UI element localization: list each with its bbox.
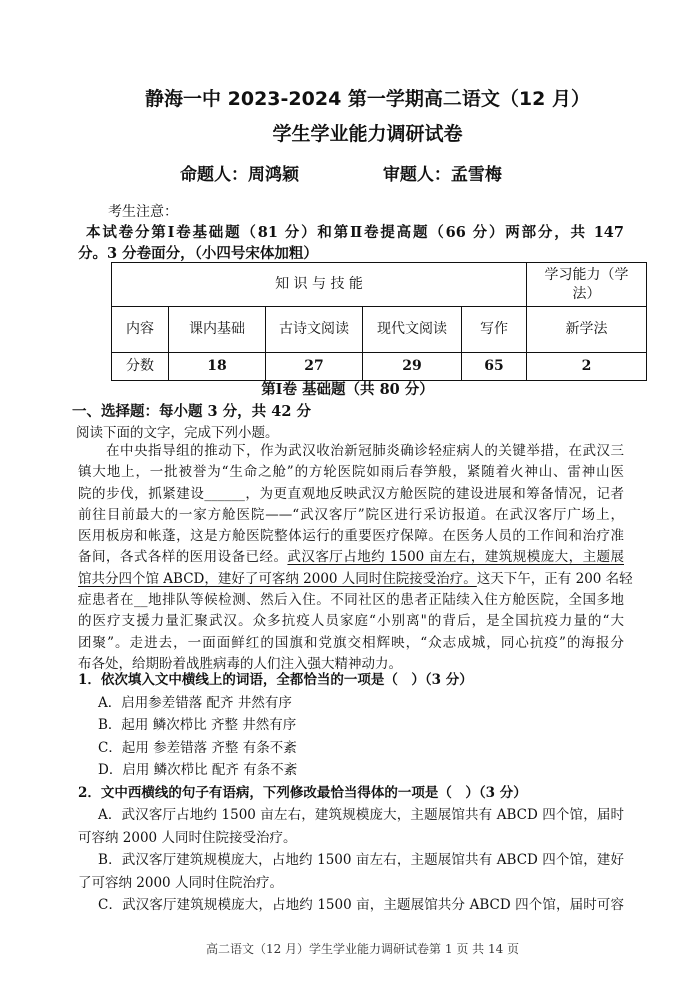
option-c: C．武汉客厅建筑规模庞大，占地约 1500 亩，主题展馆共分 ABCD 四个馆，届时可容: [98, 897, 624, 913]
reviewer: 审题人：孟雪梅: [382, 165, 502, 185]
passage-line: [78, 505, 624, 526]
option-b: B．起用 鳞次栉比 齐整 井然有序: [98, 717, 297, 733]
passage-text: 布各处，给期盼着战胜病毒的人们注入强大精神动力。: [78, 655, 402, 672]
table-cell: 18: [169, 353, 266, 381]
reading-instruction: 阅读下面的文字，完成下列小题。: [76, 425, 279, 441]
table-column-header: 新学法: [527, 307, 647, 353]
notice-line: 本试卷分第Ⅰ卷基础题（81 分）和第Ⅱ卷提高题（66 分）两部分，共 147: [86, 224, 624, 241]
option-a: A．启用参差错落 配齐 井然有序: [98, 694, 292, 711]
notice-label: 考生注意：: [108, 204, 178, 220]
passage-text: 在中央指导组的推动下，作为武汉收治新冠肺炎确诊轻症病人的关键举措，在武汉三: [106, 443, 624, 459]
passage-text: 症患者在__地排队等候检测、然后入住。不同社区的患者正陆续入住方舱医院，全国多地: [78, 592, 624, 609]
exam-title: 静海一中 2023-2024 第一学期高二语文（12 月）: [145, 88, 590, 110]
underlined-sentence: 武汉客厅占地约 1500 亩左右，建筑规模庞大，主题展: [287, 549, 624, 566]
table-group-header: 知 识 与 技 能: [112, 263, 527, 307]
passage-line: [78, 462, 624, 483]
table-row-label: 内容: [112, 307, 169, 353]
table-cell: 29: [363, 353, 462, 381]
table-cell: 27: [266, 353, 363, 381]
table-column-header: 现代文阅读: [363, 307, 462, 353]
option-c: C．起用 参差错落 齐整 有条不紊: [98, 739, 297, 756]
exam-authors: [180, 160, 502, 185]
table-ability-header: 学习能力（学法）: [527, 263, 647, 307]
notice-line: 分。3 分卷面分，（小四号宋体加粗）: [78, 245, 318, 262]
section-title: 第Ⅰ卷 基础题（共 80 分）: [261, 381, 434, 398]
table-column-header: 课内基础: [169, 307, 266, 353]
table-column-header: 古诗文阅读: [266, 307, 363, 353]
option-a-cont: 可容纳 2000 人同时住院接受治疗。: [78, 829, 297, 846]
passage-text: 团聚”。走进去，一面面鲜红的国旗和党旗交相辉映，“众志成城，同心抗疫”的海报分: [78, 634, 624, 651]
passage-line: [78, 526, 624, 547]
question-stem: 2．文中西横线的句子有语病，下列修改最恰当得体的一项是（ ）（3 分）: [78, 784, 527, 801]
table-cell: 2: [527, 353, 647, 381]
passage-text: 院的步伐，抓紧建设______，为更直观地反映武汉方舱医院的建设进展和筹备情况，记者: [78, 485, 624, 502]
question-stem: 1．依次填入文中横线上的词语，全都恰当的一项是（ ）（3 分）: [78, 672, 473, 688]
part-title: 一、选择题：每小题 3 分，共 42 分: [72, 403, 311, 420]
table-column-header: 写作: [462, 307, 527, 353]
score-table: [111, 262, 647, 381]
questions: [78, 669, 624, 917]
page-footer: 高二语文（12 月）学生学业能力调研试卷第 1 页 共 14 页: [205, 942, 520, 956]
passage-text: 这天下午，正有 200 名轻: [476, 570, 633, 587]
passage-text: 医用板房和帐蓬，这是方舱医院整体运行的重要医疗保障。在医务人员的工作间和治疗准: [78, 528, 624, 545]
reading-passage: [78, 441, 633, 675]
passage-text: 前往目前最大的一家方舱医院——“武汉客厅”院区进行采访报道。在武汉客厅广场上，: [78, 506, 624, 523]
option-b: B．武汉客厅建筑规模庞大，占地约 1500 亩左右，主题展馆共有 ABCD 四个馆，建好: [98, 852, 624, 868]
passage-line: [78, 633, 624, 654]
passage-text: 镇大地上，一批被誉为“生命之舱”的方轮医院如雨后春笋般，紧随着火神山、雷神山医: [78, 464, 624, 481]
passage-line: [78, 611, 624, 632]
table-row-label: 分数: [112, 353, 169, 381]
passage-line: [78, 569, 633, 590]
notice-text: [78, 222, 624, 264]
exam-subtitle: 学生学业能力调研试卷: [272, 123, 463, 145]
option-d: D．启用 鳞次栉比 配齐 有条不紊: [98, 762, 298, 778]
passage-line: [78, 441, 624, 462]
passage-line: [78, 484, 624, 505]
table-cell: 65: [462, 353, 527, 381]
passage-line: [78, 547, 624, 568]
underlined-sentence: 馆共分四个馆 ABCD，建好了可客纳 2000 人同时住院接受治疗。: [78, 570, 477, 587]
passage-text: 备间，各式各样的医用设备已经。: [78, 549, 288, 566]
passage-line: [78, 590, 624, 611]
author: 命题人：周鸿颖: [180, 165, 299, 185]
option-b-cont: 了可容纳 2000 人同时住院治疗。: [78, 874, 283, 891]
passage-text: 的医疗支援力量汇聚武汉。众多抗疫人员家庭“小别离"的背后，是全国抗疫力量的“大: [78, 613, 624, 630]
option-a: A．武汉客厅占地约 1500 亩左右，建筑规模庞大，主题展馆共有 ABCD 四个馆，届时: [98, 807, 624, 823]
